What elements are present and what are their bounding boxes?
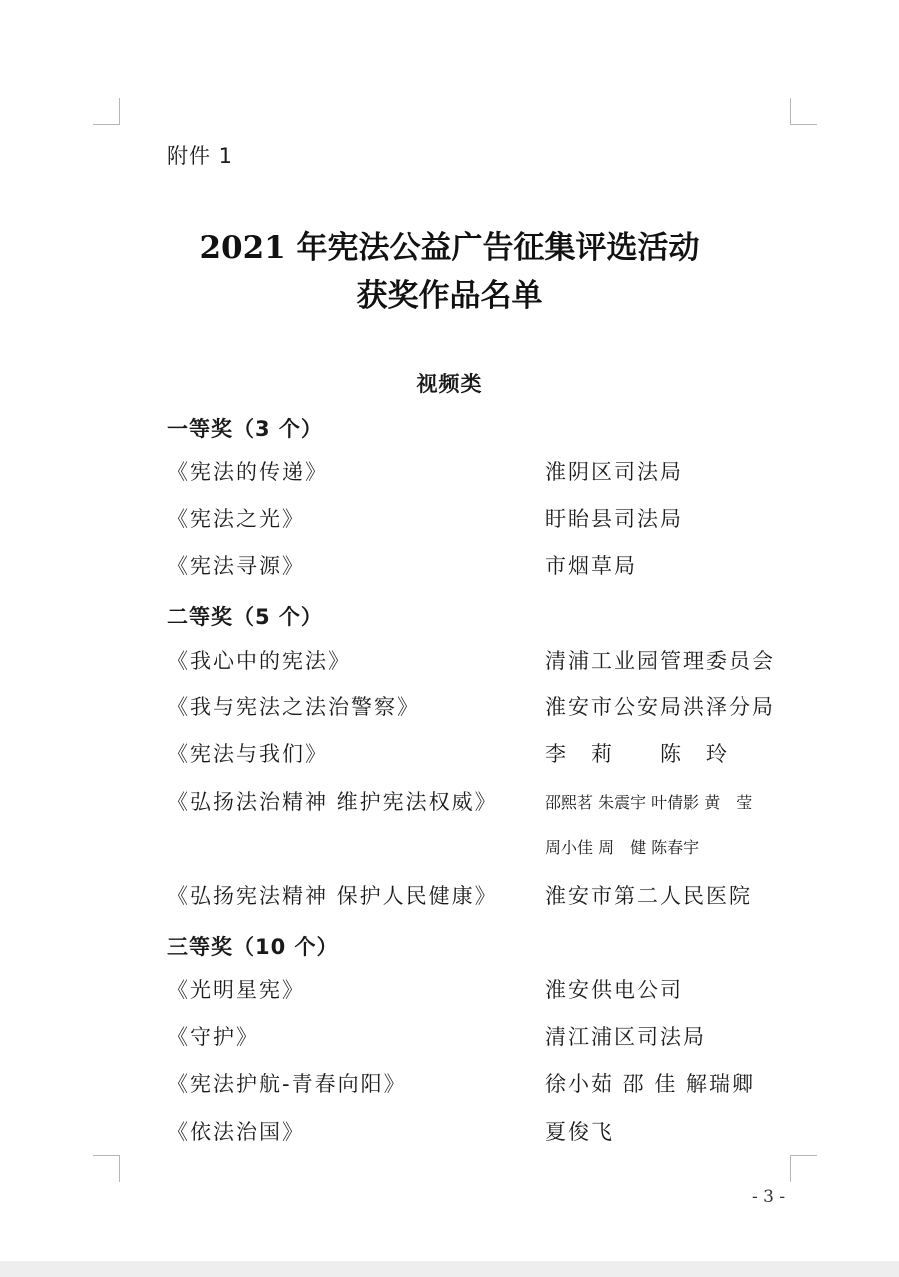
entry-organization: 市烟草局 <box>545 554 637 578</box>
entry-organization: 淮阴区司法局 <box>545 460 683 484</box>
tier-second-prize-label: 二等奖（5 个） <box>167 605 323 629</box>
document-title-line-1: 2021 年宪法公益广告征集评选活动 <box>199 230 700 266</box>
entry-work-title: 《宪法寻源》 <box>167 554 305 578</box>
entry-work-title: 《弘扬宪法精神 保护人民健康》 <box>167 884 498 908</box>
entry-organization: 邵熙茗 朱震宇 叶倩影 黄 莹 <box>545 793 753 812</box>
entry-work-title: 《我心中的宪法》 <box>167 649 351 673</box>
entry-work-title: 《光明星宪》 <box>167 978 305 1002</box>
entry-work-title: 《宪法护航-青春向阳》 <box>167 1072 407 1096</box>
corner-mark-bottom-left <box>93 1155 120 1182</box>
section-title: 视频类 <box>416 372 483 396</box>
tier-first-prize-label: 一等奖（3 个） <box>167 417 323 441</box>
entry-organization: 淮安市第二人民医院 <box>545 884 752 908</box>
entry-work-title: 《我与宪法之法治警察》 <box>167 695 420 719</box>
entry-organization: 淮安供电公司 <box>545 978 683 1002</box>
document-title-line-2: 获奖作品名单 <box>356 278 543 314</box>
entry-work-title: 《宪法的传递》 <box>167 460 328 484</box>
entry-work-title: 《宪法之光》 <box>167 507 305 531</box>
entry-organization: 徐小茹 邵 佳 解瑞卿 <box>545 1072 756 1096</box>
entry-organization: 夏俊飞 <box>545 1120 614 1144</box>
entry-organization: 盱眙县司法局 <box>545 507 683 531</box>
corner-mark-bottom-right <box>790 1155 817 1182</box>
corner-mark-top-right <box>790 98 817 125</box>
entry-work-title: 《守护》 <box>167 1025 259 1049</box>
entry-work-title: 《宪法与我们》 <box>167 742 328 766</box>
entry-organization-continued: 周小佳 周 健 陈春宇 <box>545 838 700 857</box>
entry-organization: 淮安市公安局洪泽分局 <box>545 695 775 719</box>
entry-organization: 李 莉 陈 玲 <box>545 742 729 766</box>
entry-work-title: 《弘扬法治精神 维护宪法权威》 <box>167 790 498 814</box>
attachment-label: 附件 1 <box>167 144 234 168</box>
page-bottom-band <box>0 1261 899 1277</box>
tier-third-prize-label: 三等奖（10 个） <box>167 935 339 959</box>
corner-mark-top-left <box>93 98 120 125</box>
entry-work-title: 《依法治国》 <box>167 1120 305 1144</box>
page-number: - 3 - <box>752 1187 786 1207</box>
entry-organization: 清浦工业园管理委员会 <box>545 649 775 673</box>
entry-organization: 清江浦区司法局 <box>545 1025 706 1049</box>
